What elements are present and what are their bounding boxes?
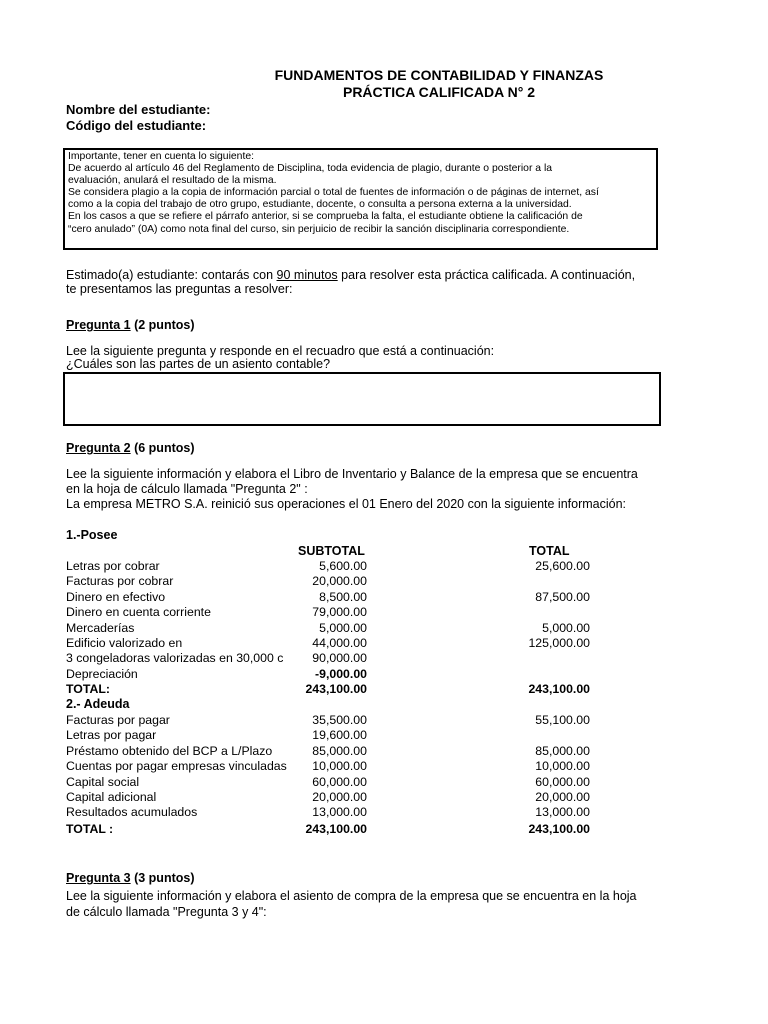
row-subtotal: 5,600.00 xyxy=(319,559,367,573)
total-row-adeuda xyxy=(0,822,768,837)
table-row xyxy=(0,728,768,743)
question-1-heading xyxy=(66,318,195,332)
row-subtotal: 20,000.00 xyxy=(312,790,367,804)
row-label: Préstamo obtenido del BCP a L/Plazo xyxy=(66,743,273,758)
question-2-line: La empresa METRO S.A. reinició sus operaciones el 01 Enero del 2020 con la siguiente información: xyxy=(66,497,627,511)
notice-line: evaluación, anulará el resultado de la misma. xyxy=(68,175,277,187)
student-name-label: Nombre del estudiante: xyxy=(66,102,211,117)
notice-line: Importante, tener en cuenta lo siguiente: xyxy=(68,151,254,162)
table-row xyxy=(0,667,768,682)
row-subtotal: 19,600.00 xyxy=(312,728,367,743)
row-label: 3 congeladoras valorizadas en 30,000 c xyxy=(66,651,284,666)
row-subtotal: 20,000.00 xyxy=(312,574,367,589)
question-1-points: (2 puntos) xyxy=(130,318,195,332)
row-total: 10,000.00 xyxy=(535,759,590,774)
total-subtotal: 243,100.00 xyxy=(305,682,367,696)
row-label: Facturas por cobrar xyxy=(66,574,174,589)
row-label: Mercaderías xyxy=(66,620,135,635)
notice-line: como a la copia del trabajo de otro grupo, estudiante, docente, o consulta a persona externa a la universidad. xyxy=(68,199,572,211)
student-code-label: Código del estudiante: xyxy=(66,118,207,133)
row-label: Resultados acumulados xyxy=(66,805,198,820)
table-row xyxy=(0,621,768,636)
table-row xyxy=(0,574,768,589)
notice-line: En los casos a que se refiere el párrafo anterior, si se comprueba la falta, el estudiante obtiene la calificación de xyxy=(68,211,583,223)
row-total: 13,000.00 xyxy=(535,805,590,820)
question-2-line: en la hoja de cálculo llamada "Pregunta 2" : xyxy=(66,482,308,496)
intro-text: para resolver esta práctica calificada. A continuación, xyxy=(337,268,636,282)
row-label: Capital adicional xyxy=(66,790,157,804)
table-row xyxy=(0,559,768,574)
row-total: 25,600.00 xyxy=(535,559,590,573)
row-total: 20,000.00 xyxy=(535,790,590,804)
table-row xyxy=(0,636,768,651)
row-label: Cuentas por pagar empresas vinculadas xyxy=(66,759,287,774)
section-adeuda-title: 2.- Adeuda xyxy=(66,697,130,711)
row-subtotal: 13,000.00 xyxy=(312,805,367,820)
document-subtitle: PRÁCTICA CALIFICADA N° 2 xyxy=(342,84,535,100)
table-row xyxy=(0,590,768,605)
table-row xyxy=(0,790,768,805)
row-subtotal: 85,000.00 xyxy=(312,743,367,758)
notice-line: “cero anulado” (0A) como nota final del curso, sin perjuicio de recibir la sanción disciplinaria correspondiente. xyxy=(68,223,570,235)
row-subtotal: -9,000.00 xyxy=(315,666,367,681)
plagiarism-notice-box xyxy=(63,148,658,250)
total-total: 243,100.00 xyxy=(528,822,590,836)
row-label: Facturas por pagar xyxy=(66,713,170,727)
question-3-points: (3 puntos) xyxy=(130,871,195,885)
total-label: TOTAL : xyxy=(66,822,114,836)
question-3-line: de cálculo llamada "Pregunta 3 y 4": xyxy=(66,905,267,919)
question-2-line: Lee la siguiente información y elabora el Libro de Inventario y Balance de la empresa que se encuentra xyxy=(66,467,638,481)
row-label: Dinero en cuenta corriente xyxy=(66,605,211,620)
question-1-title: Pregunta 1 xyxy=(66,318,131,332)
row-total: 55,100.00 xyxy=(535,713,590,727)
row-label: Letras por cobrar xyxy=(66,559,160,573)
intro-text: Estimado(a) estudiante: contarás con xyxy=(66,268,277,282)
question-2-heading xyxy=(66,441,195,455)
column-subtotal-header: SUBTOTAL xyxy=(298,544,365,558)
row-subtotal: 44,000.00 xyxy=(312,636,367,650)
row-subtotal: 35,500.00 xyxy=(312,713,367,727)
row-total: 125,000.00 xyxy=(528,636,590,650)
row-subtotal: 90,000.00 xyxy=(312,651,367,666)
question-2-points: (6 puntos) xyxy=(130,441,195,455)
row-total: 60,000.00 xyxy=(535,774,590,789)
row-subtotal: 8,500.00 xyxy=(319,589,367,604)
row-label: Letras por pagar xyxy=(66,728,157,743)
question-2-title: Pregunta 2 xyxy=(66,441,131,455)
question-1-prompt: ¿Cuáles son las partes de un asiento contable? xyxy=(66,357,331,371)
total-subtotal: 243,100.00 xyxy=(305,822,367,836)
time-limit: 90 minutos xyxy=(276,268,338,282)
row-subtotal: 79,000.00 xyxy=(312,605,367,620)
total-total: 243,100.00 xyxy=(528,682,590,696)
table-row xyxy=(0,713,768,728)
row-label: Dinero en efectivo xyxy=(66,589,166,604)
table-row xyxy=(0,605,768,620)
row-total: 87,500.00 xyxy=(535,589,590,604)
row-label: Depreciación xyxy=(66,666,138,681)
notice-line: Se considera plagio a la copia de información parcial o total de fuentes de información o de páginas de internet, así xyxy=(68,187,599,199)
row-subtotal: 5,000.00 xyxy=(319,620,367,635)
table-row xyxy=(0,651,768,666)
table-row xyxy=(0,805,768,820)
row-label: Capital social xyxy=(66,774,140,789)
row-subtotal: 10,000.00 xyxy=(312,759,367,774)
question-1-instruction: Lee la siguiente pregunta y responde en el recuadro que está a continuación: xyxy=(66,344,495,358)
total-label: TOTAL: xyxy=(66,682,110,696)
row-label: Edificio valorizado en xyxy=(66,636,183,650)
table-row xyxy=(0,744,768,759)
row-subtotal: 60,000.00 xyxy=(312,774,367,789)
document-title: FUNDAMENTOS DE CONTABILIDAD Y FINANZAS xyxy=(274,67,604,83)
notice-line: De acuerdo al artículo 46 del Reglamento de Disciplina, toda evidencia de plagio, durante o posterior a la xyxy=(68,163,553,175)
intro-line2: te presentamos las preguntas a resolver: xyxy=(66,282,293,296)
answer-box[interactable] xyxy=(63,372,661,426)
row-total: 5,000.00 xyxy=(542,620,590,635)
total-row-posee xyxy=(0,682,768,697)
column-total-header: TOTAL xyxy=(529,544,570,558)
table-row xyxy=(0,759,768,774)
section-posee-title: 1.-Posee xyxy=(66,528,118,542)
question-3-line: Lee la siguiente información y elabora el asiento de compra de la empresa que se encuentra en la hoja xyxy=(66,889,637,903)
table-row xyxy=(0,775,768,790)
question-3-heading xyxy=(66,871,195,885)
row-total: 85,000.00 xyxy=(535,743,590,758)
question-3-title: Pregunta 3 xyxy=(66,871,131,885)
